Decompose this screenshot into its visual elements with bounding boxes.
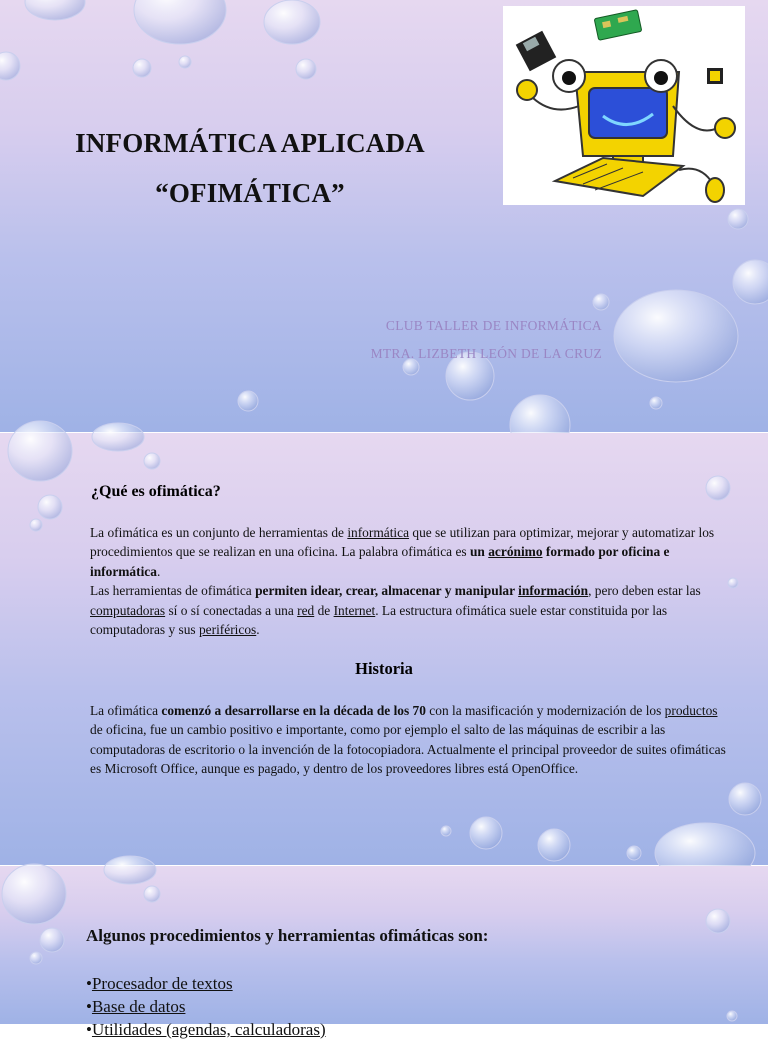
- text: con la masificación y modernización de los: [425, 703, 665, 718]
- tools-heading: Algunos procedimientos y herramientas ofimáticas son:: [86, 926, 489, 945]
- bold-text: un: [469, 544, 489, 560]
- list-item: •Procesador de textos: [86, 974, 233, 993]
- link-perifericos[interactable]: periféricos: [198, 622, 257, 638]
- definition-text: [90, 523, 730, 639]
- list-item: •Utilidades (agendas, calculadoras): [86, 1020, 326, 1039]
- text: La ofimática es un conjunto de herramientas de: [90, 525, 348, 540]
- link-procesador-de-textos[interactable]: Procesador de textos: [91, 974, 233, 993]
- computer-cartoon-icon: [503, 6, 745, 205]
- link-informacion[interactable]: información: [518, 583, 589, 599]
- text: que se utilizan para optimizar, mejorar y automatizar los procedimientos que se realizan en una oficina. La palabra ofimática es: [90, 525, 715, 560]
- text: de: [314, 602, 334, 618]
- text: .: [256, 622, 260, 638]
- tools-list: [86, 972, 326, 1041]
- link-base-de-datos[interactable]: Base de datos: [91, 997, 186, 1016]
- bold-text: permiten idear, crear, almacenar y manipular: [255, 583, 519, 599]
- title-line-2: “OFIMÁTICA”: [155, 178, 345, 208]
- slide-herramientas: [0, 866, 768, 1039]
- text: . La estructura ofimática suele estar constituida por las computadoras y sus: [90, 602, 668, 638]
- slide-title: [0, 0, 768, 432]
- title-line-1: INFORMÁTICA APLICADA: [75, 128, 425, 158]
- link-internet[interactable]: Internet: [333, 602, 376, 618]
- text: sí o sí conectadas a una: [165, 602, 298, 618]
- paragraph-tools: [90, 581, 730, 639]
- link-informatica[interactable]: informática: [347, 525, 410, 540]
- history-text: [90, 701, 730, 779]
- text: La ofimática: [90, 703, 162, 718]
- link-productos[interactable]: productos: [664, 703, 718, 718]
- paragraph-definition: [90, 523, 730, 581]
- paragraph-history: [90, 701, 730, 779]
- history-heading: Historia: [355, 659, 413, 678]
- subtitle-club: CLUB TALLER DE INFORMÁTICA: [385, 318, 602, 333]
- text: .: [156, 563, 161, 579]
- text: de oficina, fue un cambio positivo e importante, como por ejemplo el salto de las máquinas de escribir a las computadoras de escritorio o la invención de la fotocopiadora. Actualmente el principal proveedor de suites ofimáticas es Microsoft Office, aunque es pagado, y dentro de los proveedores libres está OpenOffice.: [90, 722, 726, 777]
- text: , pero deben estar las: [588, 583, 701, 599]
- subtitle-author: MTRA. LIZBETH LEÓN DE LA CRUZ: [370, 346, 602, 361]
- link-utilidades[interactable]: Utilidades (agendas, calculadoras): [91, 1020, 326, 1039]
- section-heading: ¿Qué es ofimática?: [91, 483, 221, 500]
- slide-que-es-ofimatica: [0, 433, 768, 865]
- list-item: •Base de datos: [86, 997, 186, 1016]
- computer-cartoon-image: [503, 6, 745, 205]
- bold-text: formado por oficina e informática: [90, 544, 670, 579]
- bold-text: comenzó a desarrollarse en la década de los 70: [161, 703, 426, 718]
- link-acronimo[interactable]: acrónimo: [488, 544, 543, 560]
- link-computadoras[interactable]: computadoras: [90, 602, 166, 618]
- link-red[interactable]: red: [297, 602, 315, 618]
- text: Las herramientas de ofimática: [90, 583, 256, 599]
